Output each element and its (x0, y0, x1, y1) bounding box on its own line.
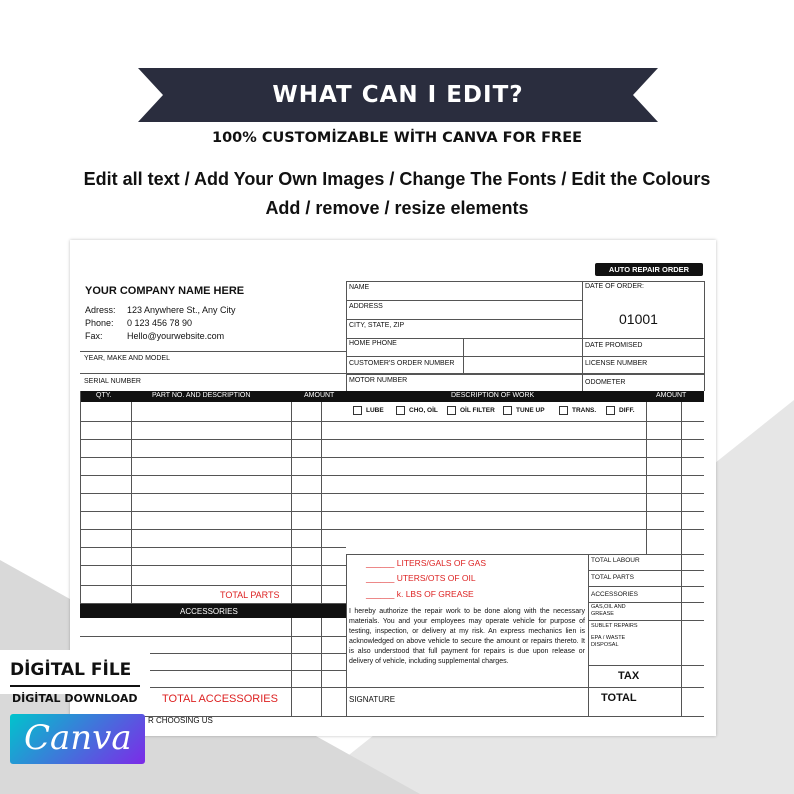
year-make-model-label: YEAR, MAKE AND MODEL (84, 355, 170, 362)
amount-header: AMOUNT (304, 392, 335, 399)
digital-file-badge (0, 650, 165, 770)
checkbox-icon (503, 406, 512, 415)
date-promised-label: DATE PROMISED (585, 342, 643, 349)
odometer-label: ODOMETER (585, 379, 626, 386)
total-parts-label: TOTAL PARTS (591, 574, 634, 581)
phone-value: 0 123 456 78 90 (127, 318, 193, 328)
check-trans[interactable]: TRANS. (559, 406, 596, 415)
home-phone-label: HOME PHONE (349, 340, 397, 347)
digital-download-label: DİGİTAL DOWNLOAD (12, 692, 138, 705)
signature-label: SIGNATURE (349, 695, 396, 704)
address-label: Adress: (85, 305, 116, 315)
work-header (346, 391, 704, 402)
date-of-order-label: DATE OF ORDER: (585, 283, 644, 290)
fax-label: Fax: (85, 331, 103, 341)
qty-header: QTY. (96, 392, 112, 399)
check-lube[interactable]: LUBE (353, 406, 384, 415)
check-tune-up[interactable]: TUNE UP (503, 406, 545, 415)
checkbox-icon (447, 406, 456, 415)
address-value: 123 Anywhere St., Any City (127, 305, 236, 315)
checkbox-icon (606, 406, 615, 415)
company-name: YOUR COMPANY NAME HERE (85, 285, 245, 297)
fax-value: Hello@yourwebsite.com (127, 331, 225, 341)
check-oil-filter[interactable]: OİL FILTER (447, 406, 495, 415)
canva-logo (10, 714, 145, 764)
checkbox-icon (559, 406, 568, 415)
work-description-header: DESCRIPTION OF WORK (451, 392, 535, 399)
check-diff[interactable]: DIFF. (606, 406, 635, 415)
banner-title: WHAT CAN I EDIT? (272, 82, 524, 108)
customers-order-label: CUSTOMER'S ORDER NUMBER (349, 360, 455, 367)
total-label: TOTAL (601, 692, 637, 704)
checkbox-icon (396, 406, 405, 415)
fluid-grease: ______ k. LBS OF GREASE (366, 589, 474, 599)
checkbox-icon (353, 406, 362, 415)
total-parts-red: TOTAL PARTS (220, 590, 280, 600)
license-label: LICENSE NUMBER (585, 360, 648, 367)
thanks-text: R CHOOSING US (148, 716, 213, 725)
address-field-label: ADDRESS (349, 303, 383, 310)
order-number: 01001 (619, 311, 658, 327)
part-header: PART NO. AND DESCRIPTION (152, 392, 251, 399)
work-amount-header: AMOUNT (656, 392, 687, 399)
digital-file-title: DİGİTAL FİLE (10, 660, 132, 680)
gas-oil-grease-label: GAS,OIL AND GREASE (591, 604, 626, 617)
parts-header (80, 391, 346, 402)
repair-order-form (70, 240, 716, 736)
serial-label: SERIAL NUMBER (84, 378, 141, 385)
check-change-oil[interactable]: CHO, OİL (396, 406, 438, 415)
name-label: NAME (349, 284, 370, 291)
accessories-header: ACCESSORIES (80, 604, 346, 618)
motor-label: MOTOR NUMBER (349, 377, 408, 384)
total-accessories: TOTAL ACCESSORIES (162, 693, 278, 705)
fluid-oil: ______ UTERS/OTS OF OIL (366, 573, 476, 583)
features-line-2: Add / remove / resize elements (265, 198, 529, 218)
total-labour-label: TOTAL LABOUR (591, 557, 640, 564)
accessories-label: ACCESSORIES (591, 591, 638, 598)
subtitle: 100% CUSTOMİZABLE WİTH CANVA FOR FREE (211, 130, 583, 146)
canva-logo-text: Canva (24, 718, 132, 758)
authorization-text: I hereby authorize the repair work to be done along with the necessary materials. You and your employees may operate vehicle for purpose of testing, inspection, or delivery at my risk. An express mechanics lien is acknowledged on above vehicle to secure the amount or repairs thereto. It is also understood that full payment for repairs is due upon release or delivery of vehicle, including supplemental charges. (349, 608, 585, 665)
fluid-gas: ______ LITERS/GALS OF GAS (366, 558, 487, 568)
city-label: CITY, STATE, ZIP (349, 322, 405, 329)
features-line-1: Edit all text / Add Your Own Images / Change The Fonts / Edit the Colours (83, 169, 711, 189)
phone-label: Phone: (85, 318, 114, 328)
tax-label: TAX (618, 670, 640, 682)
sublet-repairs-label: SUBLET REPAIRS (591, 623, 638, 629)
form-title-badge: AUTO REPAIR ORDER (595, 263, 703, 276)
epa-waste-label: EPA / WASTE DISPOSAL (591, 635, 626, 648)
